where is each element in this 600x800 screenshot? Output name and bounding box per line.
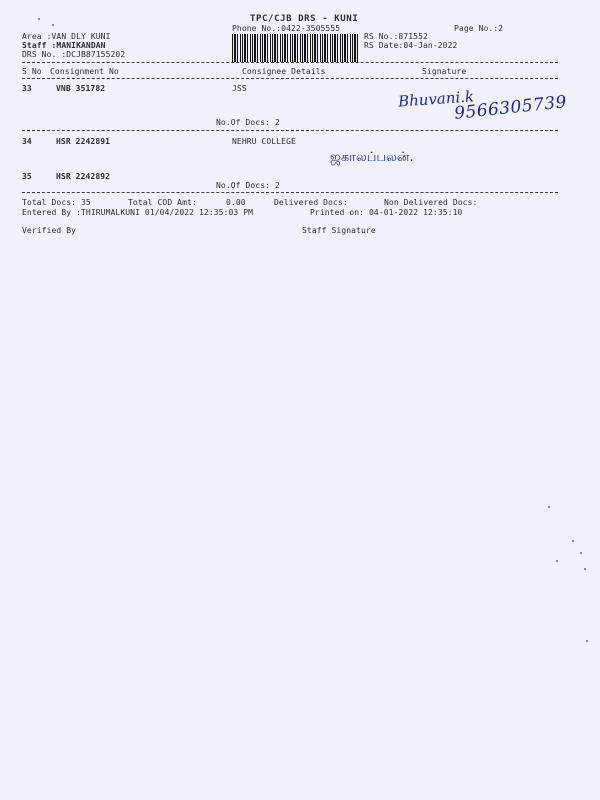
- barcode: [232, 34, 358, 62]
- row-consignee: JSS: [232, 84, 247, 93]
- row-consignee: NEHRU COLLEGE: [232, 137, 296, 146]
- area-label: Area :VAN DLY KUNI: [22, 32, 111, 41]
- scan-speck: [572, 540, 574, 542]
- scan-speck: [556, 560, 558, 562]
- col-consignee: Consignee Details: [242, 67, 326, 76]
- verified-by: Verified By: [22, 226, 77, 235]
- scan-speck: [548, 506, 550, 508]
- divider: [22, 192, 558, 193]
- col-consignment: Consignment No: [50, 67, 119, 76]
- row-consignment: VNB 351782: [56, 84, 106, 93]
- staff-signature: Staff Signature: [302, 226, 376, 235]
- scan-speck: [38, 18, 40, 20]
- col-signature: Signature: [422, 67, 467, 76]
- scan-speck: [580, 552, 582, 554]
- rs-date: RS Date:04-Jan-2022: [364, 41, 458, 50]
- delivered-docs: Delivered Docs:: [274, 198, 348, 207]
- row-consignment: HSR 2242891: [56, 137, 111, 146]
- printed-on: Printed on: 04-01-2022 12:35:10: [310, 208, 463, 217]
- total-docs: Total Docs: 35: [22, 198, 91, 207]
- row-sno: 33: [22, 84, 32, 93]
- col-sno: S No: [22, 67, 42, 76]
- scan-speck: [52, 24, 54, 26]
- total-cod-value: 0.00: [226, 198, 246, 207]
- phone-number: Phone No.:0422-3505555: [232, 24, 341, 33]
- group-doc-count: No.Of Docs: 2: [216, 181, 280, 190]
- rs-number: RS No.:871552: [364, 32, 428, 41]
- document-title: TPC/CJB DRS - KUNI: [250, 14, 359, 24]
- staff-label: Staff :MANIKANDAN: [22, 41, 106, 50]
- divider: [22, 130, 558, 131]
- group-doc-count: No.Of Docs: 2: [216, 118, 280, 127]
- non-delivered-docs: Non Delivered Docs:: [384, 198, 478, 207]
- scan-speck: [584, 568, 586, 570]
- row-consignment: HSR 2242892: [56, 172, 111, 181]
- signature-name-handwritten: Bhuvani.k: [397, 87, 475, 111]
- signature-tamil-handwritten: ஜகாலப்பலன்.: [330, 150, 414, 165]
- page-number: Page No.:2: [454, 24, 504, 33]
- scan-speck: [586, 640, 588, 642]
- total-cod-label: Total COD Amt:: [128, 198, 197, 207]
- row-sno: 35: [22, 172, 32, 181]
- divider: [22, 78, 558, 79]
- drs-number: DRS No. :DCJB87155202: [22, 50, 126, 59]
- row-sno: 34: [22, 137, 32, 146]
- signature-phone-handwritten: 9566305739: [453, 92, 568, 124]
- divider: [22, 62, 558, 63]
- entered-by: Entered By :THIRUMALKUNI 01/04/2022 12:35:03 PM: [22, 208, 254, 217]
